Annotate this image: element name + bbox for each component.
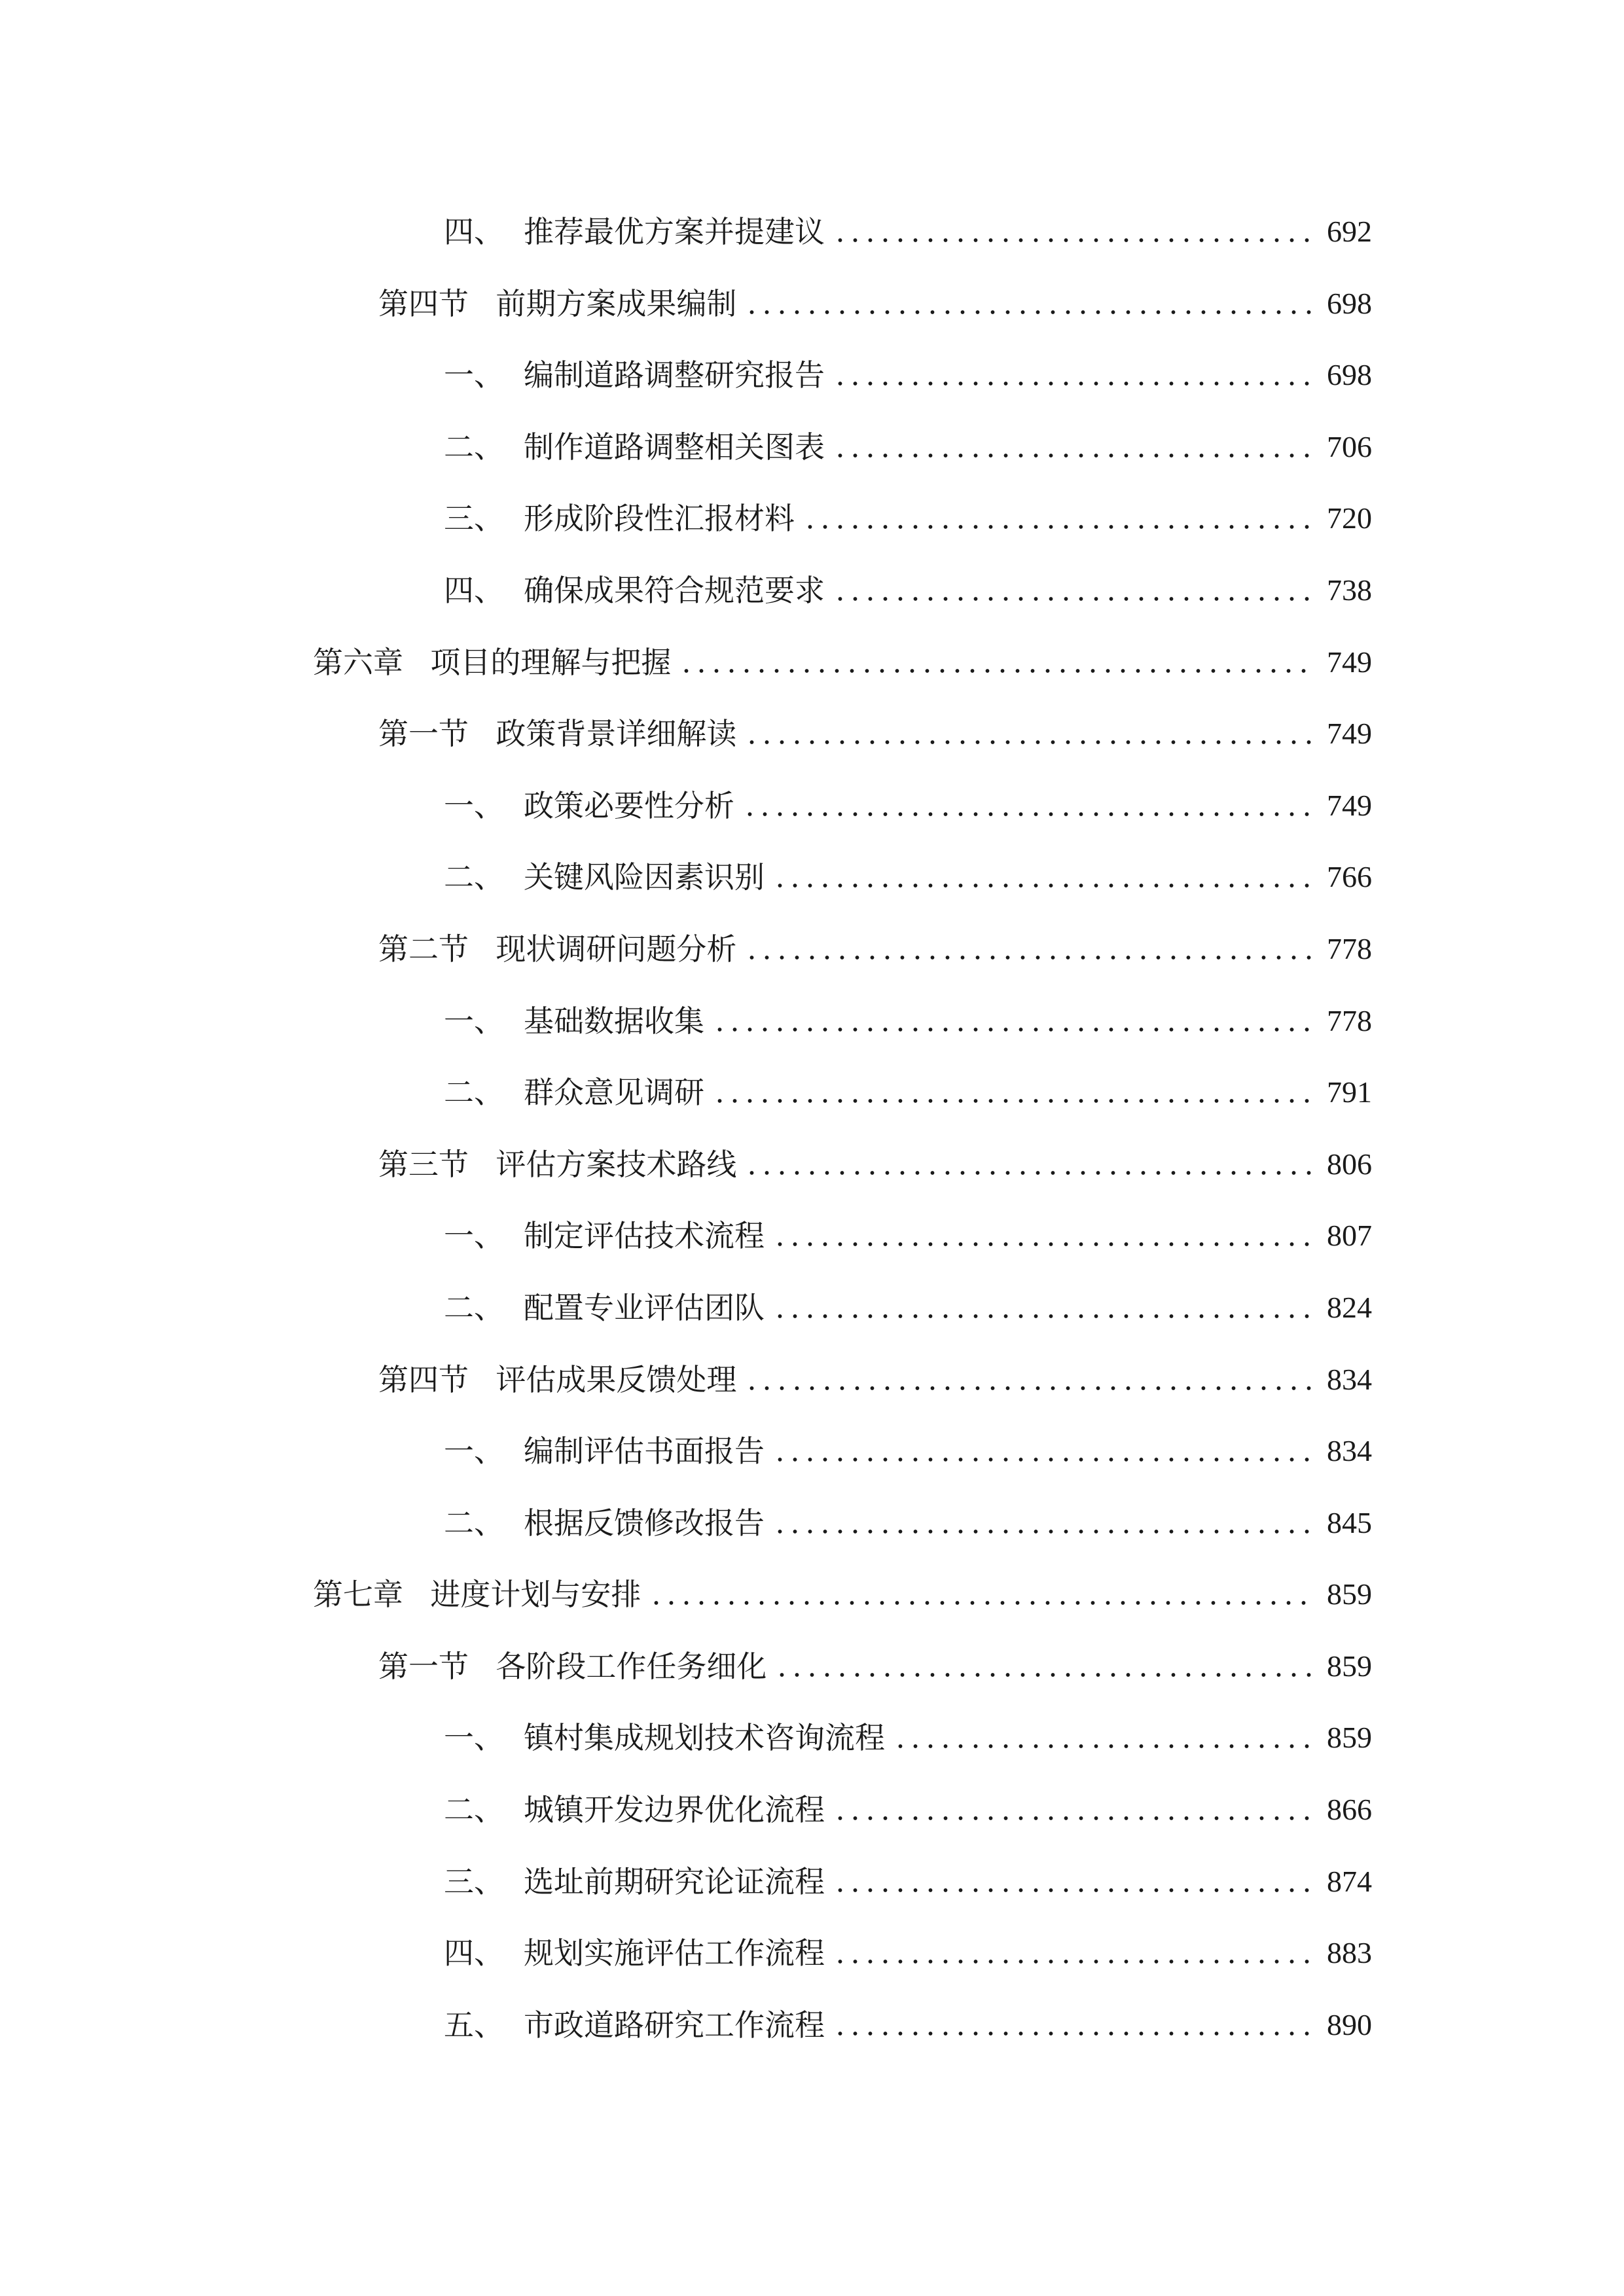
toc-entry[interactable] [0,1854,1624,1926]
dot-leader [744,954,1313,961]
toc-entry[interactable] [0,1567,1624,1639]
toc-entry[interactable] [0,1496,1624,1568]
toc-entry-title: 市政道路研究工作流程 [524,2007,825,2043]
toc-entry-title: 编制道路调整研究报告 [524,357,825,393]
dot-leader [803,524,1313,530]
toc-entry-title: 确保成果符合规范要求 [524,572,825,608]
dot-leader [772,1528,1313,1535]
table-of-contents [0,204,1624,2069]
toc-entry-page: 874 [1327,1864,1372,1898]
dot-leader [679,668,1313,674]
toc-entry-number: 二、 [444,1505,504,1541]
toc-entry-number: 二、 [444,429,504,465]
toc-entry-number: 一、 [444,1433,504,1469]
toc-entry-page: 698 [1327,358,1372,392]
dot-leader [744,309,1313,315]
toc-entry-page: 766 [1327,860,1372,894]
toc-entry[interactable] [0,1208,1624,1280]
toc-entry-number: 二、 [444,1289,504,1325]
toc-entry-page: 749 [1327,645,1372,679]
toc-entry[interactable] [0,778,1624,850]
toc-entry-number: 一、 [444,1218,504,1254]
toc-entry-title: 政策必要性分析 [524,787,734,823]
toc-entry-page: 824 [1327,1290,1372,1324]
toc-entry-title: 配置专业评估团队 [524,1289,765,1325]
toc-entry-page: 791 [1327,1075,1372,1109]
toc-entry-title: 形成阶段性汇报材料 [524,501,795,537]
dot-leader [712,1098,1313,1104]
toc-entry[interactable] [0,348,1624,420]
toc-entry-page: 749 [1327,717,1372,751]
toc-entry-title: 政策背景详细解读 [496,716,737,752]
toc-entry-title: 评估成果反馈处理 [496,1361,737,1397]
dot-leader [833,2030,1313,2037]
dot-leader [833,596,1313,602]
dot-leader [744,1170,1313,1176]
toc-entry[interactable] [0,563,1624,635]
toc-entry-title: 城镇开发边界优化流程 [524,1792,825,1828]
dot-leader [833,1958,1313,1965]
toc-entry-title: 关键风险因素识别 [524,859,765,895]
toc-entry[interactable] [0,1998,1624,2070]
toc-entry-number: 第七章 [313,1577,403,1613]
toc-entry[interactable] [0,1710,1624,1782]
toc-entry[interactable] [0,1137,1624,1209]
toc-entry[interactable] [0,1926,1624,1998]
toc-entry-number: 一、 [444,357,504,393]
toc-entry-title: 现状调研问题分析 [496,931,737,967]
toc-entry-page: 778 [1327,1003,1372,1037]
toc-entry-title: 根据反馈修改报告 [524,1505,765,1541]
toc-entry-number: 四、 [444,572,504,608]
toc-entry-number: 二、 [444,1075,504,1111]
toc-entry[interactable] [0,1352,1624,1424]
toc-entry-page: 692 [1327,215,1372,248]
toc-entry-title: 编制评估书面报告 [524,1433,765,1469]
toc-entry-number: 四、 [444,214,504,249]
dot-leader [833,452,1313,459]
toc-entry-page: 738 [1327,573,1372,607]
toc-entry-number: 四、 [444,1935,504,1971]
toc-entry-number: 第三节 [378,1146,469,1182]
toc-entry[interactable] [0,1424,1624,1496]
toc-entry[interactable] [0,1782,1624,1854]
toc-entry-number: 第二节 [378,931,469,967]
dot-leader [744,1385,1313,1391]
toc-entry-page: 749 [1327,788,1372,822]
toc-entry-number: 三、 [444,501,504,537]
toc-entry-page: 866 [1327,1793,1372,1827]
toc-entry-number: 一、 [444,1003,504,1039]
toc-entry-number: 第六章 [313,644,403,680]
dot-leader [833,237,1313,243]
toc-entry[interactable] [0,1639,1624,1711]
toc-entry-title: 推荐最优方案并提建议 [524,214,825,249]
toc-entry-page: 834 [1327,1434,1372,1468]
toc-entry-title: 制定评估技术流程 [524,1218,765,1254]
toc-entry-title: 各阶段工作任务细化 [496,1648,767,1684]
toc-entry-number: 一、 [444,787,504,823]
toc-entry-number: 二、 [444,1792,504,1828]
toc-entry[interactable] [0,922,1624,994]
toc-entry-title: 规划实施评估工作流程 [524,1935,825,1971]
toc-entry[interactable] [0,276,1624,348]
toc-entry-page: 859 [1327,1721,1372,1755]
dot-leader [649,1600,1313,1606]
toc-entry-number: 一、 [444,1720,504,1756]
toc-entry-number: 第四节 [378,285,469,321]
dot-leader [712,1026,1313,1033]
toc-entry-page: 706 [1327,429,1372,463]
toc-entry-number: 第一节 [378,1648,469,1684]
toc-entry-title: 镇村集成规划技术咨询流程 [524,1720,885,1756]
toc-entry[interactable] [0,1280,1624,1352]
dot-leader [774,1672,1313,1678]
toc-entry[interactable] [0,994,1624,1066]
toc-entry-page: 859 [1327,1577,1372,1611]
toc-entry-title: 项目的理解与把握 [430,644,672,680]
toc-entry-page: 778 [1327,931,1372,965]
toc-entry-title: 前期方案成果编制 [496,285,737,321]
dot-leader [833,1887,1313,1893]
toc-entry-page: 845 [1327,1505,1372,1539]
dot-leader [742,811,1313,817]
toc-entry-number: 五、 [444,2007,504,2043]
toc-entry-page: 807 [1327,1219,1372,1253]
toc-entry-number: 第四节 [378,1361,469,1397]
toc-entry[interactable] [0,420,1624,492]
toc-entry[interactable] [0,1065,1624,1137]
toc-entry-page: 890 [1327,2007,1372,2041]
toc-entry-page: 859 [1327,1649,1372,1683]
toc-entry[interactable] [0,635,1624,707]
toc-entry-title: 进度计划与安排 [430,1577,641,1613]
dot-leader [833,380,1313,387]
toc-entry-title: 群众意见调研 [524,1075,704,1111]
dot-leader [893,1743,1313,1749]
dot-leader [744,739,1313,745]
toc-entry-page: 883 [1327,1936,1372,1970]
toc-entry-number: 二、 [444,859,504,895]
toc-entry[interactable] [0,706,1624,778]
toc-entry[interactable] [0,491,1624,563]
toc-entry-number: 第一节 [378,716,469,752]
toc-entry-title: 评估方案技术路线 [496,1146,737,1182]
toc-entry[interactable] [0,204,1624,276]
toc-entry-title: 基础数据收集 [524,1003,704,1039]
toc-entry-number: 三、 [444,1863,504,1899]
toc-entry-page: 806 [1327,1147,1372,1181]
dot-leader [772,1241,1313,1247]
dot-leader [772,1313,1313,1319]
toc-entry-page: 834 [1327,1362,1372,1396]
toc-entry-title: 选址前期研究论证流程 [524,1863,825,1899]
toc-entry-page: 698 [1327,286,1372,320]
dot-leader [772,882,1313,889]
toc-entry-title: 制作道路调整相关图表 [524,429,825,465]
toc-entry-page: 720 [1327,501,1372,535]
dot-leader [772,1456,1313,1463]
dot-leader [833,1815,1313,1821]
toc-entry[interactable] [0,850,1624,922]
